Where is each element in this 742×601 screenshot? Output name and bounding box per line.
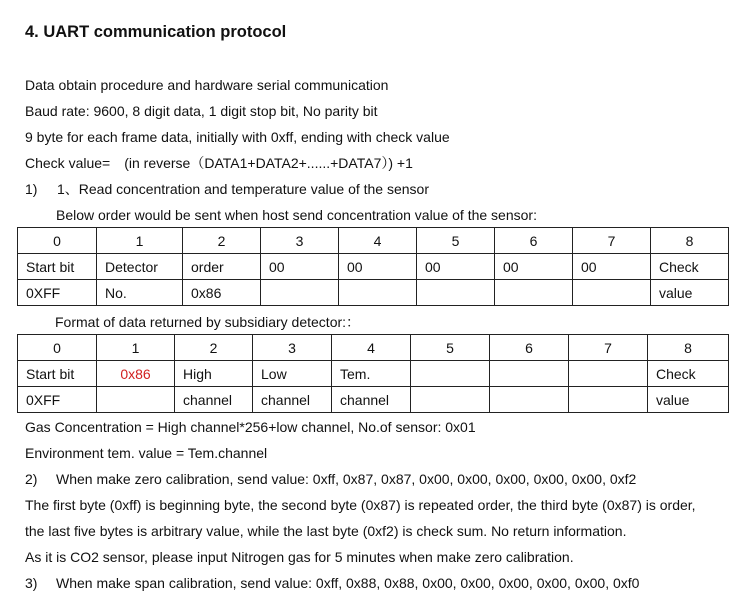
step-1-text: 1、Read concentration and temperature value of the sensor bbox=[57, 181, 430, 197]
return-cell-order-highlight: 0x86 bbox=[97, 361, 175, 387]
section-heading: 4. UART communication protocol bbox=[25, 23, 287, 41]
return-cell: channel bbox=[332, 387, 411, 413]
send-cell: 00 bbox=[339, 254, 417, 280]
return-cell bbox=[569, 387, 648, 413]
return-cell: Start bit bbox=[18, 361, 97, 387]
step-2-description-3: As it is CO2 sensor, please input Nitrogen gas for 5 minutes when make zero calibration. bbox=[25, 549, 574, 565]
return-cell: value bbox=[648, 387, 729, 413]
return-cell bbox=[411, 361, 490, 387]
send-header-cell: 7 bbox=[573, 228, 651, 254]
return-format-table bbox=[17, 334, 729, 413]
intro-line-1: Data obtain procedure and hardware serial communication bbox=[25, 77, 389, 93]
send-header-cell: 1 bbox=[97, 228, 183, 254]
send-cell: Check bbox=[651, 254, 729, 280]
send-cell: 00 bbox=[573, 254, 651, 280]
return-table-header-row bbox=[18, 335, 729, 361]
send-cell: order bbox=[183, 254, 261, 280]
send-header-cell: 2 bbox=[183, 228, 261, 254]
send-cell: 0x86 bbox=[183, 280, 261, 306]
send-table-header-row bbox=[18, 228, 729, 254]
send-table-row-1 bbox=[18, 254, 729, 280]
step-2-text: When make zero calibration, send value: 0xff, 0x87, 0x87, 0x00, 0x00, 0x00, 0x00, 0x00, 0xf2 bbox=[56, 471, 637, 487]
return-header-cell: 2 bbox=[175, 335, 253, 361]
step-2-number: 2) bbox=[25, 471, 38, 487]
send-header-cell: 8 bbox=[651, 228, 729, 254]
environment-temperature-formula: Environment tem. value = Tem.channel bbox=[25, 445, 268, 461]
return-header-cell: 7 bbox=[569, 335, 648, 361]
intro-line-2: Baud rate: 9600, 8 digit data, 1 digit stop bit, No parity bit bbox=[25, 103, 378, 119]
send-header-cell: 6 bbox=[495, 228, 573, 254]
send-cell: Start bit bbox=[18, 254, 97, 280]
send-cell bbox=[339, 280, 417, 306]
return-cell bbox=[97, 387, 175, 413]
intro-line-4: Check value= (in reverse（DATA1+DATA2+......+DATA7）) +1 bbox=[25, 155, 413, 171]
return-header-cell: 0 bbox=[18, 335, 97, 361]
send-header-cell: 0 bbox=[18, 228, 97, 254]
step-3-number: 3) bbox=[25, 575, 38, 591]
send-cell: Detector bbox=[97, 254, 183, 280]
return-table-caption: Format of data returned by subsidiary detector:： bbox=[55, 314, 361, 330]
return-cell bbox=[490, 387, 569, 413]
send-cell: 00 bbox=[261, 254, 339, 280]
send-cell bbox=[261, 280, 339, 306]
return-cell: Low bbox=[253, 361, 332, 387]
return-cell: channel bbox=[253, 387, 332, 413]
send-cell bbox=[573, 280, 651, 306]
return-cell: Tem. bbox=[332, 361, 411, 387]
return-header-cell: 6 bbox=[490, 335, 569, 361]
send-cell: value bbox=[651, 280, 729, 306]
send-table-caption: Below order would be sent when host send concentration value of the sensor: bbox=[56, 207, 537, 223]
send-cell: 00 bbox=[417, 254, 495, 280]
return-header-cell: 4 bbox=[332, 335, 411, 361]
step-3-text: When make span calibration, send value: 0xff, 0x88, 0x88, 0x00, 0x00, 0x00, 0x00, 0x00, 0xf0 bbox=[56, 575, 640, 591]
gas-concentration-formula: Gas Concentration = High channel*256+low channel, No.of sensor: 0x01 bbox=[25, 419, 476, 435]
send-header-cell: 5 bbox=[417, 228, 495, 254]
return-table-row-1 bbox=[18, 361, 729, 387]
return-cell: High bbox=[175, 361, 253, 387]
step-1-number: 1) bbox=[25, 181, 38, 197]
send-cell: 0XFF bbox=[18, 280, 97, 306]
intro-line-3: 9 byte for each frame data, initially with 0xff, ending with check value bbox=[25, 129, 450, 145]
send-table-row-2 bbox=[18, 280, 729, 306]
return-cell bbox=[490, 361, 569, 387]
return-cell bbox=[569, 361, 648, 387]
send-header-cell: 3 bbox=[261, 228, 339, 254]
return-table-row-2 bbox=[18, 387, 729, 413]
send-command-table bbox=[17, 227, 729, 306]
return-cell: channel bbox=[175, 387, 253, 413]
return-header-cell: 1 bbox=[97, 335, 175, 361]
send-header-cell: 4 bbox=[339, 228, 417, 254]
return-header-cell: 8 bbox=[648, 335, 729, 361]
return-header-cell: 3 bbox=[253, 335, 332, 361]
return-header-cell: 5 bbox=[411, 335, 490, 361]
return-cell: 0XFF bbox=[18, 387, 97, 413]
send-cell: No. bbox=[97, 280, 183, 306]
send-cell bbox=[495, 280, 573, 306]
send-cell bbox=[417, 280, 495, 306]
return-cell bbox=[411, 387, 490, 413]
step-2-description-2: the last five bytes is arbitrary value, while the last byte (0xf2) is check sum. No return information. bbox=[25, 523, 627, 539]
return-cell: Check bbox=[648, 361, 729, 387]
send-cell: 00 bbox=[495, 254, 573, 280]
step-2-description-1: The first byte (0xff) is beginning byte, the second byte (0x87) is repeated order, the third byte (0x87) is order, bbox=[25, 497, 696, 513]
